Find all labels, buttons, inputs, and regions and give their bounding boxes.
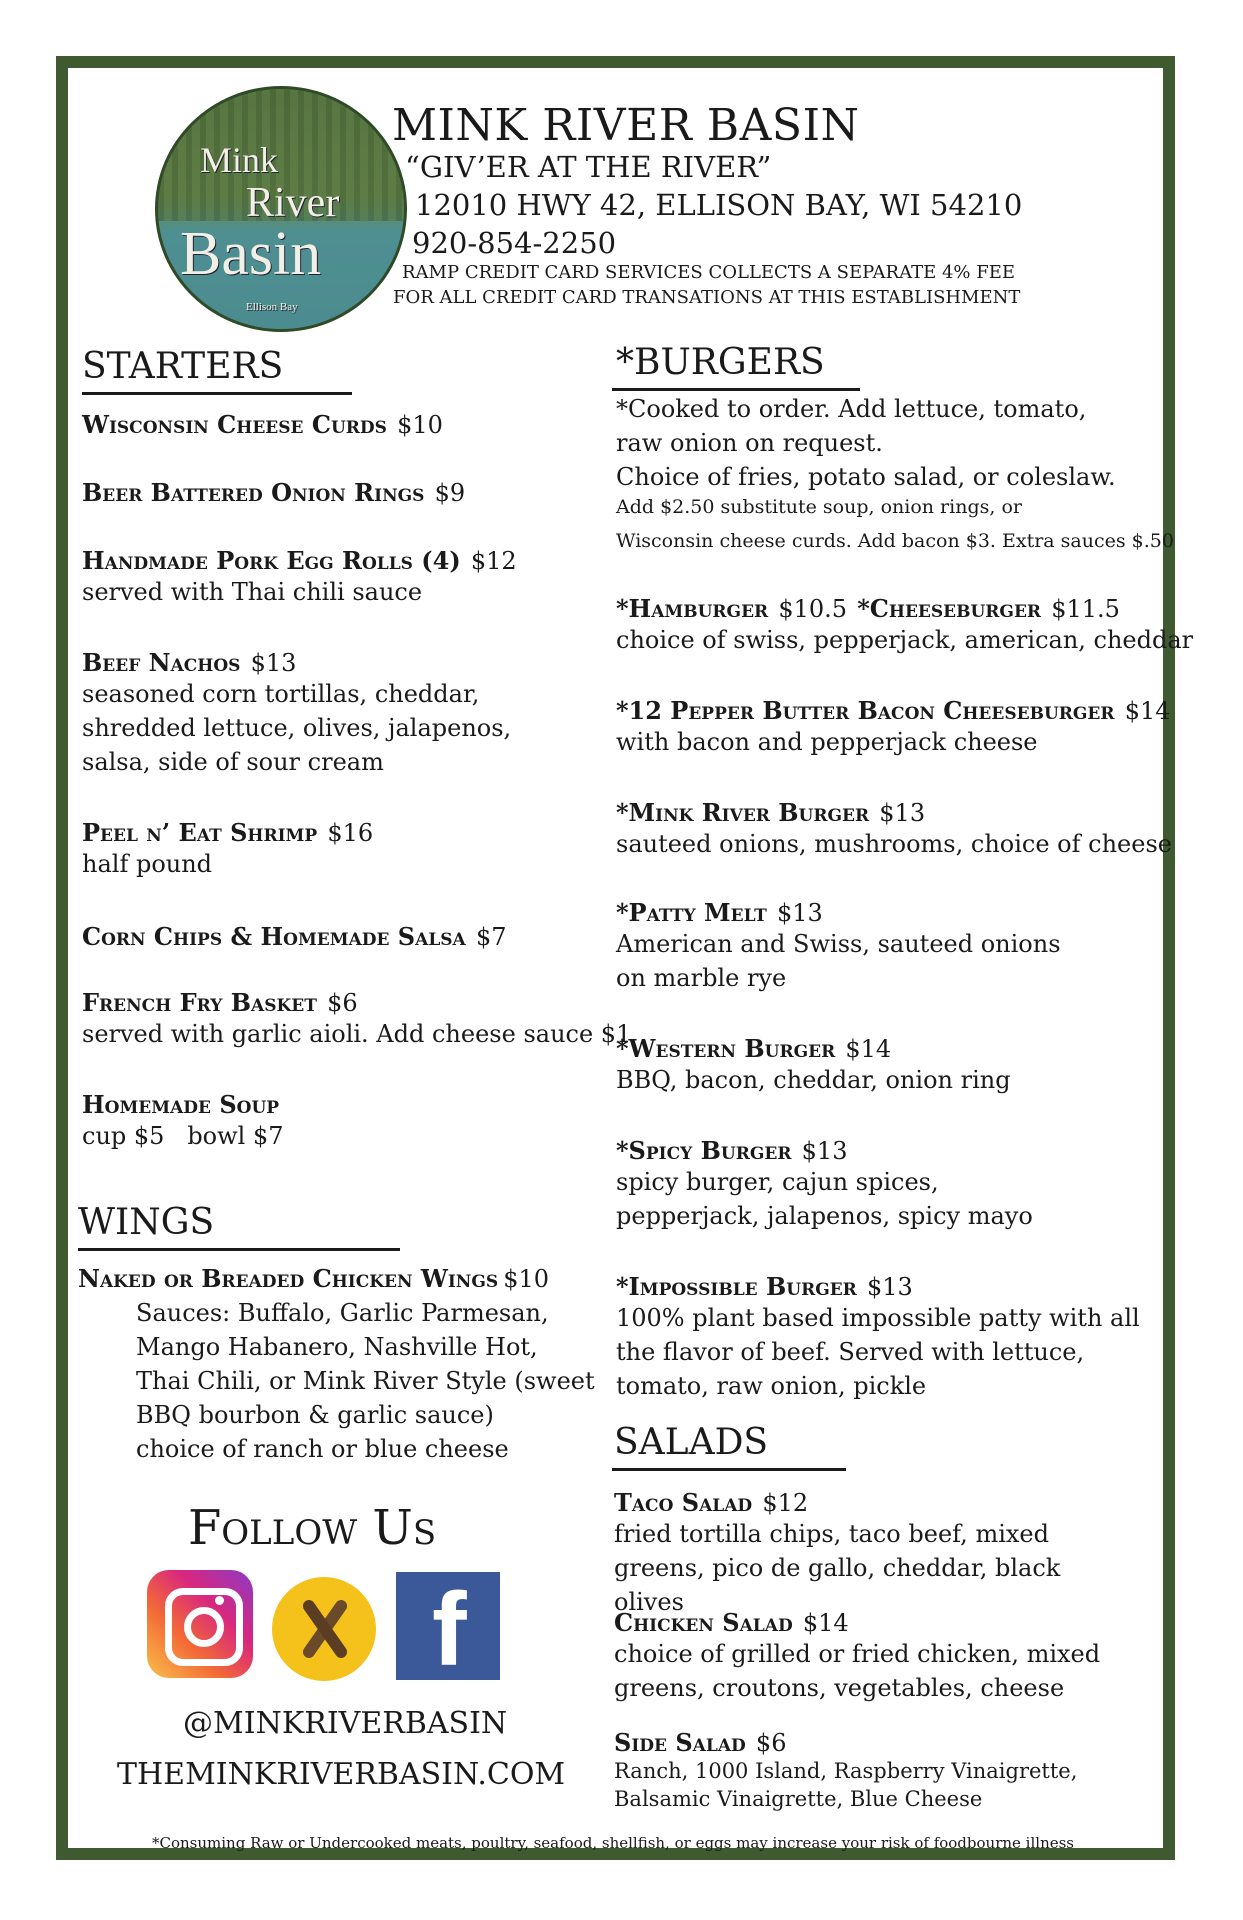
phone-number: 920-854-2250	[412, 226, 617, 260]
credit-card-fee-line-2: FOR ALL CREDIT CARD TRANSATIONS AT THIS ESTABLISHMENT	[393, 287, 1021, 308]
item-description: seasoned corn tortillas, cheddar, shredded lettuce, olives, jalapenos, salsa, side of sour cream	[82, 680, 512, 776]
instagram-icon[interactable]	[147, 1570, 253, 1678]
address: 12010 HWY 42, ELLISON BAY, WI 54210	[415, 188, 1023, 222]
tagline: “GIV’ER AT THE RIVER”	[405, 150, 772, 184]
wings-heading: WINGS	[78, 1202, 215, 1243]
salads-underline	[612, 1468, 846, 1471]
menu-item-soup: Homemade Soup cup $5 bowl $7	[82, 1090, 582, 1153]
wings-underline	[78, 1248, 400, 1251]
item-description: spicy burger, cajun spices, pepperjack, jalapenos, spicy mayo	[616, 1168, 1033, 1230]
restaurant-name: MINK RIVER BASIN	[392, 100, 860, 151]
menu-item-spicy-burger: *Spicy Burger $13 spicy burger, cajun spices, pepperjack, jalapenos, spicy mayo	[616, 1136, 1176, 1233]
item-description: choice of swiss, pepperjack, american, cheddar	[616, 626, 1194, 654]
mink-river-basin-logo	[155, 86, 407, 332]
menu-item-beef-nachos: Beef Nachos $13 seasoned corn tortillas, cheddar, shredded lettuce, olives, jalapenos, salsa, side of sour cream	[82, 648, 592, 779]
item-description: cup $5 bowl $7	[82, 1122, 284, 1150]
facebook-icon[interactable]: f	[396, 1572, 500, 1680]
item-description: American and Swiss, sauteed onions on marble rye	[616, 930, 1061, 992]
credit-card-fee-line-1: RAMP CREDIT CARD SERVICES COLLECTS A SEPARATE 4% FEE	[402, 262, 1016, 283]
item-description: fried tortilla chips, taco beef, mixed greens, pico de gallo, cheddar, black olives	[614, 1520, 1061, 1616]
menu-item-onion-rings: Beer Battered Onion Rings $9	[82, 478, 466, 507]
menu-item-side-salad: Side Salad $6 Ranch, 1000 Island, Raspberry Vinaigrette, Balsamic Vinaigrette, Blue Cheese	[614, 1728, 1174, 1813]
item-description: choice of grilled or fried chicken, mixed greens, croutons, vegetables, cheese	[614, 1640, 1101, 1702]
wings-sauces: Sauces: Buffalo, Garlic Parmesan, Mango Habanero, Nashville Hot, Thai Chili, or Mink River Style (sweet BBQ bourbon & garlic sauce)	[136, 1299, 595, 1429]
website-link[interactable]: THEMINKRIVERBASIN.COM	[117, 1757, 566, 1792]
menu-item-western-burger: *Western Burger $14 BBQ, bacon, cheddar, onion ring	[616, 1034, 1176, 1097]
item-description: served with Thai chili sauce	[82, 578, 423, 606]
menu-item-chips-salsa: Corn Chips & Homemade Salsa $7	[82, 922, 507, 951]
burgers-heading: *BURGERS	[616, 342, 825, 383]
menu-item-fry-basket: French Fry Basket $6 served with garlic aioli. Add cheese sauce $1	[82, 988, 602, 1051]
menu-item-patty-melt: *Patty Melt $13 American and Swiss, sauteed onions on marble rye	[616, 898, 1076, 995]
menu-item-hamburger: *Hamburger $10.5 *Cheeseburger $11.5 choice of swiss, pepperjack, american, cheddar	[616, 594, 1176, 657]
menu-item-taco-salad: Taco Salad $12 fried tortilla chips, taco beef, mixed greens, pico de gallo, cheddar, black olives	[614, 1488, 1174, 1619]
menu-item-mink-river-burger: *Mink River Burger $13 sauteed onions, mushrooms, choice of cheese	[616, 798, 1176, 861]
menu-item-egg-rolls: Handmade Pork Egg Rolls (4) $12 served with Thai chili sauce	[82, 546, 582, 609]
wings-dip-choice: choice of ranch or blue cheese	[136, 1435, 509, 1463]
item-description: half pound	[82, 850, 213, 878]
burgers-note-2: raw onion on request.	[616, 429, 883, 457]
item-description: BBQ, bacon, cheddar, onion ring	[616, 1066, 1011, 1094]
follow-us-heading: Follow Us	[188, 1500, 437, 1556]
menu-item-cheeseburger: *Cheeseburger	[857, 594, 1042, 623]
item-description: served with garlic aioli. Add cheese sauce $1	[82, 1020, 632, 1048]
starters-heading: STARTERS	[82, 346, 284, 387]
logo-text-mink: Mink	[200, 140, 279, 180]
burgers-underline	[612, 388, 860, 391]
burgers-note-3: Choice of fries, potato salad, or coleslaw.	[616, 463, 1116, 491]
menu-item-shrimp: Peel n’ Eat Shrimp $16 half pound	[82, 818, 582, 881]
burgers-note-4: Add $2.50 substitute soup, onion rings, or	[616, 496, 1022, 518]
menu-item-cheese-curds: Wisconsin Cheese Curds $10	[82, 410, 443, 439]
logo-text-basin: Basin	[180, 220, 322, 288]
item-description: with bacon and pepperjack cheese	[616, 728, 1038, 756]
untappd-icon[interactable]	[272, 1577, 376, 1681]
menu-item-impossible-burger: *Impossible Burger $13 100% plant based impossible patty with all the flavor of beef. Served with lettuce, tomato, raw onion, pickle	[616, 1272, 1176, 1403]
item-description: Ranch, 1000 Island, Raspberry Vinaigrette, Balsamic Vinaigrette, Blue Cheese	[614, 1759, 1078, 1811]
logo-text-ellison-bay: Ellison Bay	[246, 301, 298, 313]
food-safety-disclaimer: *Consuming Raw or Undercooked meats, poultry, seafood, shellfish, or eggs may increase your risk of foodbourne illness	[152, 1834, 1075, 1852]
burgers-note-5: Wisconsin cheese curds. Add bacon $3. Extra sauces $.50	[616, 530, 1174, 552]
salads-heading: SALADS	[614, 1422, 769, 1463]
item-description: 100% plant based impossible patty with all the flavor of beef. Served with lettuce, tomato, raw onion, pickle	[616, 1304, 1140, 1400]
social-handle: @MINKRIVERBASIN	[183, 1706, 508, 1741]
menu-item-pepper-butter-burger: *12 Pepper Butter Bacon Cheeseburger $14 with bacon and pepperjack cheese	[616, 696, 1176, 759]
burgers-note-1: *Cooked to order. Add lettuce, tomato,	[616, 395, 1087, 423]
menu-item-chicken-wings: Naked or Breaded Chicken Wings $10	[78, 1264, 550, 1293]
starters-underline	[82, 392, 352, 395]
item-description: sauteed onions, mushrooms, choice of cheese	[616, 830, 1172, 858]
logo-text-river: River	[246, 180, 340, 226]
menu-item-chicken-salad: Chicken Salad $14 choice of grilled or fried chicken, mixed greens, croutons, vegetables, cheese	[614, 1608, 1174, 1705]
